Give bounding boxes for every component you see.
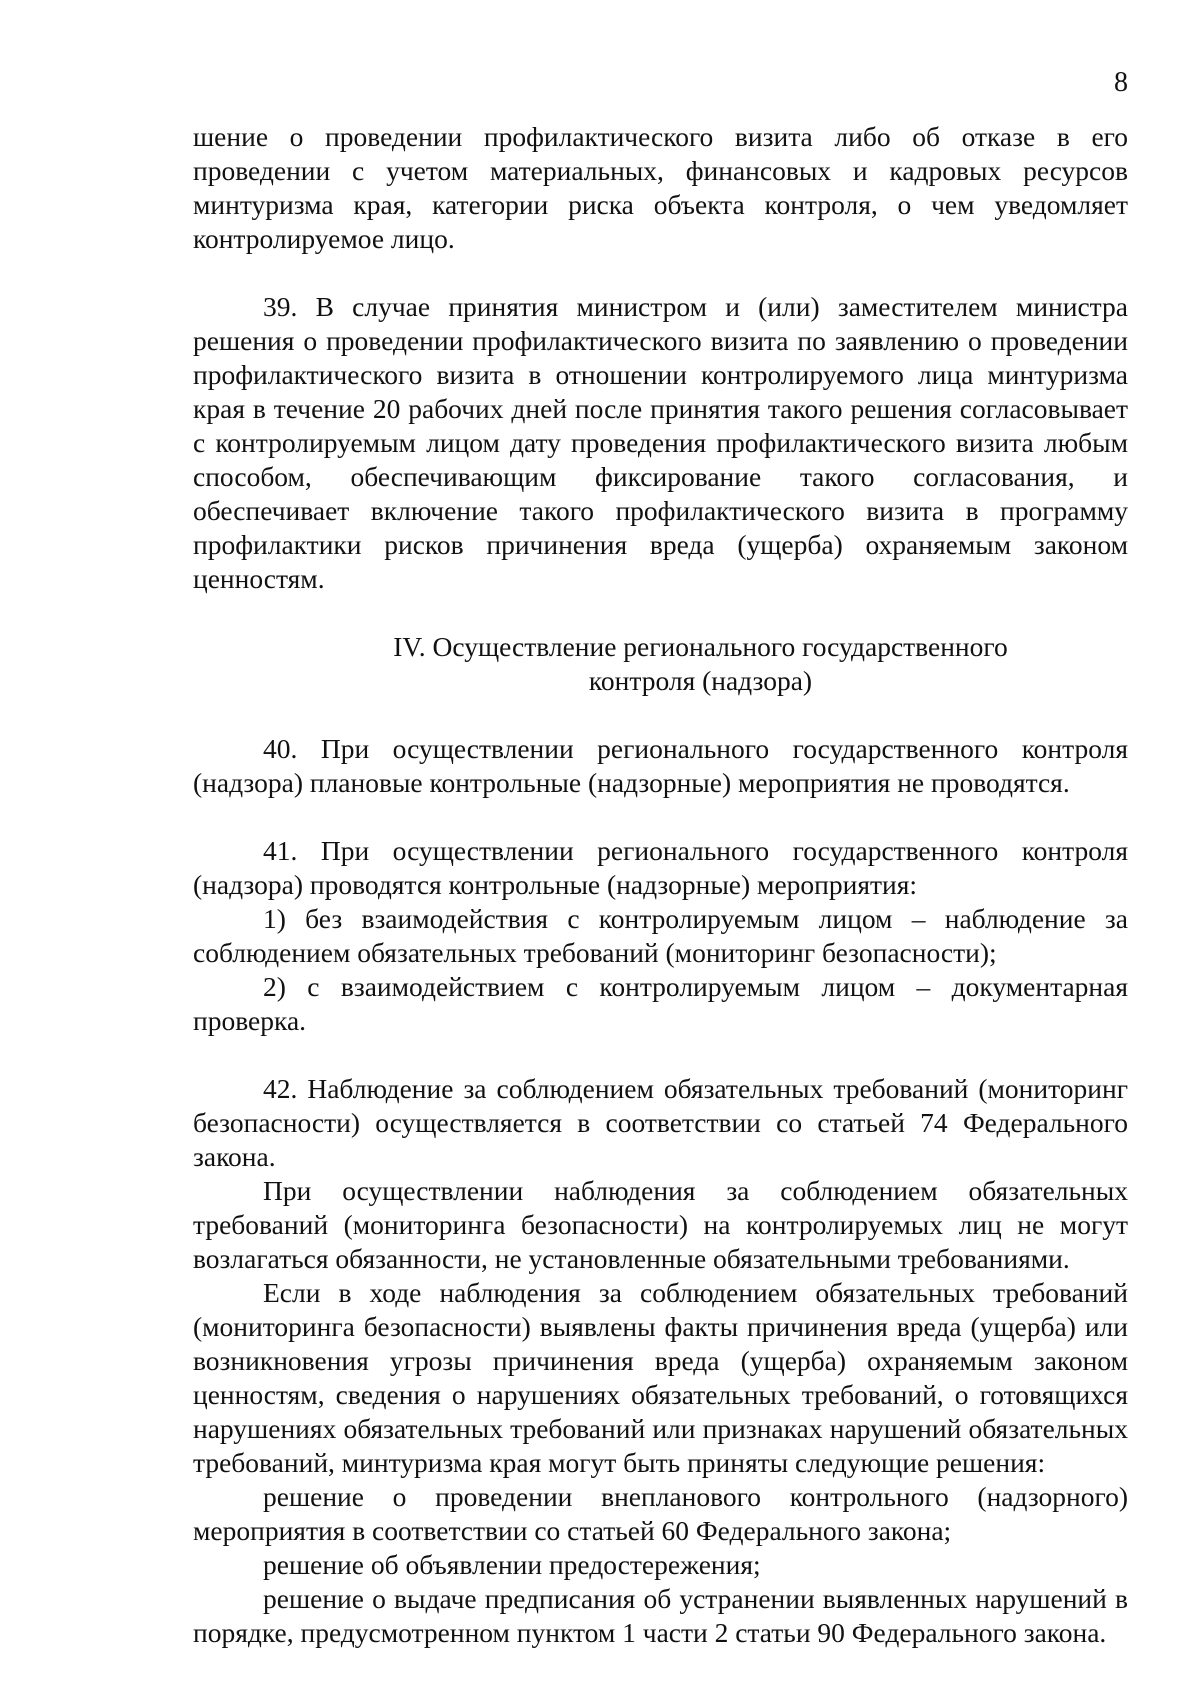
paragraph-42-decision-warning: решение об объявлении предостережения;	[263, 1549, 761, 1580]
paragraph-41: 41. При осуществлении регионального государственного контроля (надзора) проводятся контрольные (надзорные) мероприятия:	[193, 835, 1128, 900]
paragraph-42-decision-unscheduled: решение о проведении внепланового контрольного (надзорного) мероприятия в соответствии со статьей 60 Федерального закона;	[193, 1481, 1128, 1546]
section-heading-line-2: контроля (надзора)	[588, 665, 813, 696]
paragraph-41-item-1: 1) без взаимодействия с контролируемым лицом – наблюдение за соблюдением обязательных требований (мониторинг безопасности);	[193, 903, 1128, 968]
paragraph-40: 40. При осуществлении регионального государственного контроля (надзора) плановые контрольные (надзорные) мероприятия не проводятся.	[193, 733, 1128, 798]
paragraph-42: 42. Наблюдение за соблюдением обязательных требований (мониторинг безопасности) осуществляется в соответствии со статьей 74 Федерального закона.	[193, 1073, 1128, 1172]
document-body	[193, 120, 1128, 1650]
paragraph-39: 39. В случае принятия министром и (или) заместителем министра решения о проведении профилактического визита по заявлению о проведении профилактического визита в отношении контролируемого лица минтуризма края в течение 20 рабочих дней после принятия такого решения согласовывает с контролируемым лицом дату проведения профилактического визита любым способом, обеспечивающим фиксирование такого согласования, и обеспечивает включение такого профилактического визита в программу профилактики рисков причинения вреда (ущерба) охраняемым законом ценностям.	[193, 291, 1128, 594]
page-number: 8	[1114, 67, 1128, 98]
paragraph-41-item-2: 2) с взаимодействием с контролируемым лицом – документарная проверка.	[193, 971, 1128, 1036]
paragraph-42-decisions-intro: Если в ходе наблюдения за соблюдением обязательных требований (мониторинга безопасности) выявлены факты причинения вреда (ущерба) или возникновения угрозы причинения вреда (ущерба) охраняемым законом ценностям, сведения о нарушениях обязательных требований, о готовящихся нарушениях обязательных требований или признаках нарушений обязательных требований, минтуризма края могут быть приняты следующие решения:	[193, 1277, 1128, 1478]
section-heading	[193, 630, 1128, 698]
section-heading-line-1: IV. Осуществление регионального государственного	[393, 631, 1008, 662]
paragraph-42-monitoring: При осуществлении наблюдения за соблюдением обязательных требований (мониторинга безопасности) на контролируемых лиц не могут возлагаться обязанности, не установленные обязательными требованиями.	[193, 1175, 1128, 1274]
paragraph-continuation: шение о проведении профилактического визита либо об отказе в его проведении с учетом материальных, финансовых и кадровых ресурсов минтуризма края, категории риска объекта контроля, о чем уведомляет контролируемое лицо.	[193, 121, 1128, 254]
paragraph-42-decision-order: решение о выдаче предписания об устранении выявленных нарушений в порядке, предусмотренном пунктом 1 части 2 статьи 90 Федерального закона.	[193, 1583, 1128, 1648]
